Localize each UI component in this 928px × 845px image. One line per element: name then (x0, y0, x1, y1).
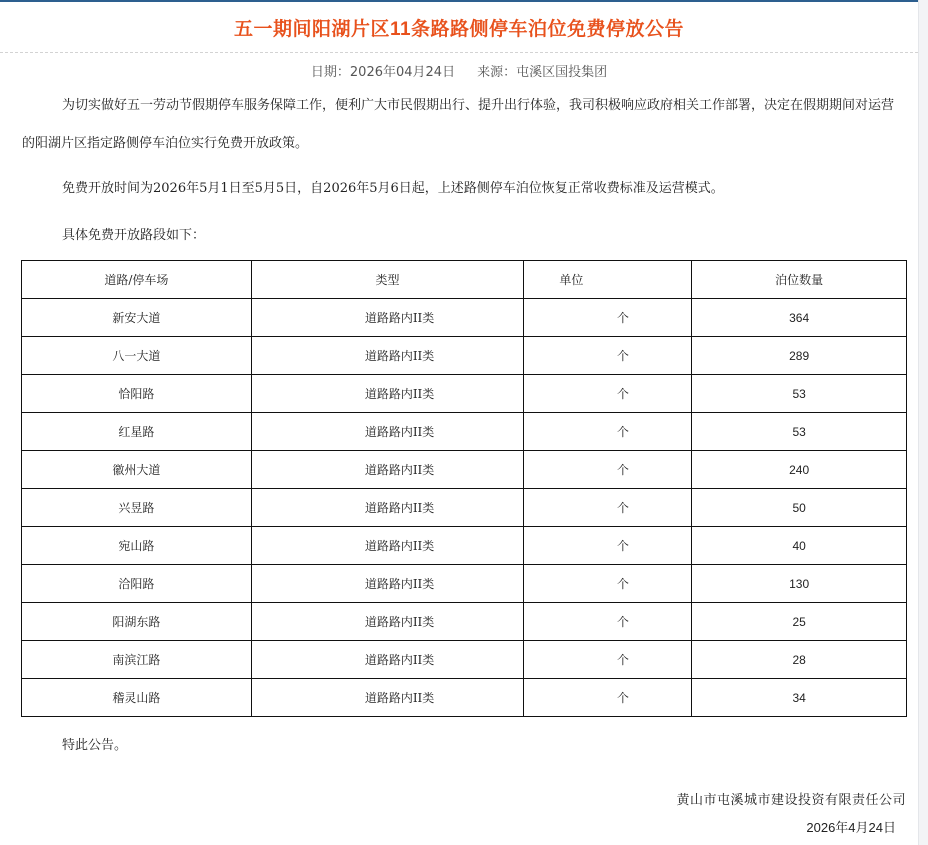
table-row (22, 489, 907, 527)
cell-count: 53 (692, 375, 907, 413)
cell-unit: 个 (524, 489, 692, 527)
table-row (22, 641, 907, 679)
cell-count: 25 (692, 603, 907, 641)
cell-count: 364 (692, 299, 907, 337)
cell-type: 道路路内II类 (251, 451, 524, 489)
cell-type: 道路路内II类 (251, 489, 524, 527)
publish-source: 来源：屯溪区国投集团 (477, 65, 608, 80)
cell-type: 道路路内II类 (251, 565, 524, 603)
cell-road: 南滨江路 (22, 641, 252, 679)
header-road: 道路/停车场 (22, 261, 252, 299)
cell-unit: 个 (524, 413, 692, 451)
cell-count: 130 (692, 565, 907, 603)
cell-count: 50 (692, 489, 907, 527)
cell-count: 53 (692, 413, 907, 451)
table-header-row (22, 261, 907, 299)
table-row (22, 299, 907, 337)
cell-unit: 个 (524, 451, 692, 489)
cell-type: 道路路内II类 (251, 603, 524, 641)
header-unit: 单位 (524, 261, 692, 299)
cell-road: 宛山路 (22, 527, 252, 565)
scrollbar-track[interactable] (918, 0, 928, 845)
publish-date: 日期：2026年04月24日 (310, 65, 456, 80)
cell-road: 洽阳路 (22, 565, 252, 603)
cell-type: 道路路内II类 (251, 337, 524, 375)
paragraph-period: 免费开放时间为2026年5月1日至5月5日，自2026年5月6日起，上述路侧停车泊位恢复正常收费标准及运营模式。 (62, 181, 724, 196)
cell-type: 道路路内II类 (251, 527, 524, 565)
cell-unit: 个 (524, 527, 692, 565)
cell-road: 徽州大道 (22, 451, 252, 489)
table-row (22, 375, 907, 413)
title-divider (0, 52, 918, 53)
parking-table (21, 260, 907, 717)
cell-road: 稽灵山路 (22, 679, 252, 717)
cell-type: 道路路内II类 (251, 299, 524, 337)
table-row (22, 413, 907, 451)
signature-organization: 黄山市屯溪城市建设投资有限责任公司 (676, 793, 906, 808)
cell-road: 新安大道 (22, 299, 252, 337)
closing-text: 特此公告。 (62, 738, 128, 753)
cell-unit: 个 (524, 603, 692, 641)
cell-road: 恰阳路 (22, 375, 252, 413)
cell-unit: 个 (524, 375, 692, 413)
cell-road: 红星路 (22, 413, 252, 451)
table-row (22, 565, 907, 603)
cell-count: 34 (692, 679, 907, 717)
header-type: 类型 (251, 261, 524, 299)
cell-unit: 个 (524, 299, 692, 337)
paragraph-intro: 为切实做好五一劳动节假期停车服务保障工作，便利广大市民假期出行、提升出行体验，我司积极响应政府相关工作部署，决定在假期期间对运营的阳湖片区指定路侧停车泊位实行免费开放政策。 (22, 98, 895, 151)
table-row (22, 527, 907, 565)
notice-title: 五一期间阳湖片区11条路路侧停车泊位免费停放公告 (233, 19, 685, 40)
table-row (22, 603, 907, 641)
cell-unit: 个 (524, 565, 692, 603)
cell-unit: 个 (524, 679, 692, 717)
notice-meta (0, 61, 918, 80)
signature-date: 2026年4月24日 (806, 820, 896, 835)
cell-unit: 个 (524, 641, 692, 679)
cell-road: 兴昱路 (22, 489, 252, 527)
cell-count: 28 (692, 641, 907, 679)
cell-unit: 个 (524, 337, 692, 375)
paragraph-list-intro: 具体免费开放路段如下： (62, 228, 206, 243)
cell-road: 阳湖东路 (22, 603, 252, 641)
table-row (22, 451, 907, 489)
header-count: 泊位数量 (692, 261, 907, 299)
top-rule (0, 0, 918, 2)
cell-count: 289 (692, 337, 907, 375)
cell-type: 道路路内II类 (251, 413, 524, 451)
table-row (22, 337, 907, 375)
cell-count: 240 (692, 451, 907, 489)
table-row (22, 679, 907, 717)
cell-type: 道路路内II类 (251, 641, 524, 679)
cell-type: 道路路内II类 (251, 679, 524, 717)
cell-road: 八一大道 (22, 337, 252, 375)
cell-count: 40 (692, 527, 907, 565)
cell-type: 道路路内II类 (251, 375, 524, 413)
